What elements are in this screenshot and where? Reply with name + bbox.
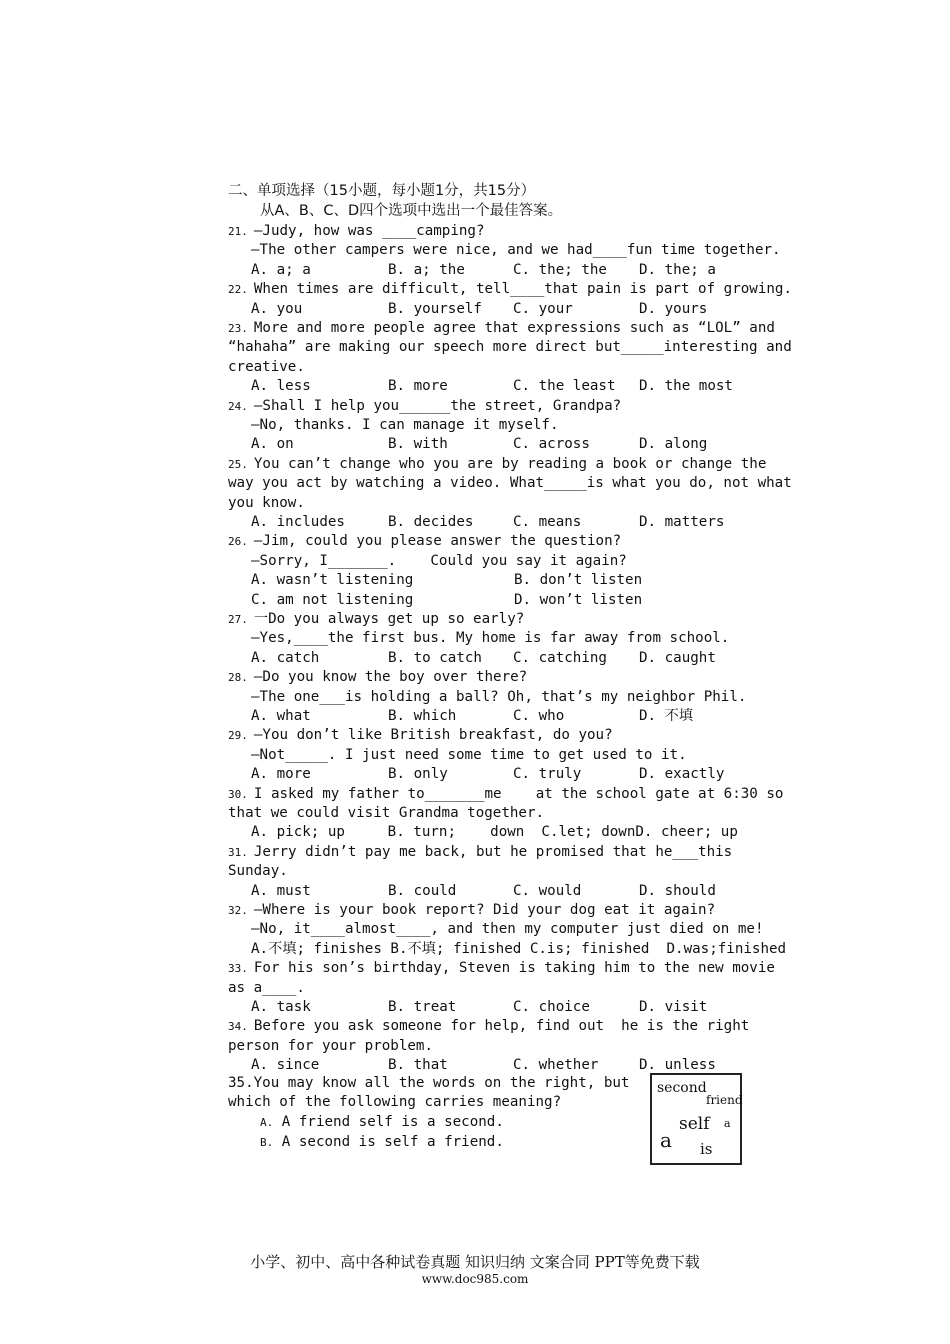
section-title: 二、单项选择（15小题，每小题1分，共15分） [228,183,536,199]
question-text: When times are difficult, tell____that pain is part of growing. [253,281,792,297]
question-number: 28. [228,671,248,684]
option-letter: D. [639,262,657,278]
question-number: 29. [228,729,248,742]
question-text: For his son’s birthday, Steven is taking him to the new movie [253,960,775,976]
answer-option[interactable] [251,707,311,726]
answer-option[interactable] [639,649,716,668]
question-number: 32. [228,904,248,917]
question-stem [228,1017,749,1036]
answer-option[interactable] [639,765,724,784]
question-dialogue-line: —Not_____. I just need some time to get used to it. [251,747,687,763]
option-letter: C. [513,708,531,724]
option-letter: C. [251,592,269,608]
option-letter: A. [251,999,269,1015]
answer-option[interactable] [251,571,413,590]
question-text: —Where is your book report? Did your dog eat it again? [253,902,716,918]
option-letter: B. [388,883,406,899]
question-text-continued: that we could visit Grandma together. [228,805,545,821]
options-row [0,1056,950,1075]
question-number: 26. [228,535,248,548]
answer-option[interactable] [513,300,573,319]
question-text: —Shall I help you______the street, Grandpa? [253,398,622,414]
option-text: on [276,436,294,452]
option-text: A second is self a friend. [281,1134,504,1150]
options-row [0,571,950,590]
option-letter: C. [513,883,531,899]
option-letter: B. [388,301,406,317]
question-number: 30. [228,788,248,801]
option-text: must [276,883,311,899]
answer-option[interactable] [251,261,311,280]
word-a-large: a [660,1128,672,1152]
section-instruction: 从A、B、C、D四个选项中选出一个最佳答案。 [260,203,563,219]
option-letter: A. [251,1057,269,1073]
options-row [0,882,950,901]
option-letter: D. [639,436,657,452]
q35-stem-line-1: 35.You may know all the words on the right, but [228,1075,630,1091]
option-letter: C. [513,436,531,452]
question-text: More and more people agree that expressions such as “LOL” and [253,320,775,336]
answer-option[interactable] [513,649,607,668]
option-text: choice [538,999,590,1015]
answer-option[interactable] [639,300,707,319]
question-stem [228,222,485,241]
options-row [0,998,950,1017]
answer-option[interactable] [639,261,716,280]
option-text: the least [538,378,616,394]
option-text: what [276,708,311,724]
answer-option[interactable] [514,591,642,610]
options-row [0,300,950,319]
option-text: would [538,883,582,899]
question-number: 23. [228,322,248,335]
option-letter: A. [260,1116,274,1129]
option-text: decides [413,514,474,530]
answer-option[interactable] [388,435,448,454]
question-dialogue-line: —No, it____almost____, and then my computer just died on me! [251,921,764,937]
option-text: who [538,708,565,724]
option-letter: D. [639,650,657,666]
option-text: includes [276,514,345,530]
answer-option[interactable] [513,998,590,1017]
answer-option[interactable] [513,707,564,726]
q35-option-a [260,1113,504,1132]
answer-option[interactable] [513,261,607,280]
option-letter: C. [513,650,531,666]
options-row[interactable]: A. pick; up B. turn; down C.let; downD. cheer; up [251,824,738,840]
word-puzzle-image [650,1073,742,1165]
option-letter: B. [388,378,406,394]
option-text: matters [664,514,725,530]
option-letter: B. [260,1136,274,1149]
answer-option[interactable] [251,998,311,1017]
options-row [0,435,950,454]
option-text: exactly [664,766,725,782]
answer-option[interactable] [388,707,456,726]
answer-option[interactable] [513,513,581,532]
option-letter: C. [513,514,531,530]
options-row [0,261,950,280]
option-text: caught [664,650,716,666]
option-letter: D. [639,1057,657,1073]
question-text-continued: Sunday. [228,863,288,879]
option-letter: B. [388,436,406,452]
question-dialogue-line: —The one___is holding a ball? Oh, that’s my neighbor Phil. [251,689,747,705]
option-text: you [276,301,303,317]
question-text-continued: you know. [228,495,305,511]
question-stem [228,532,621,551]
option-text: treat [413,999,457,1015]
option-text: wasn’t listening [276,572,414,588]
option-text: truly [538,766,582,782]
question-text: 一Do you always get up so early? [253,611,525,627]
option-text: with [413,436,448,452]
answer-option[interactable] [639,998,707,1017]
option-letter: B. [388,650,406,666]
answer-option[interactable] [251,1056,319,1075]
option-letter: A. [251,650,269,666]
word-friend: friend [706,1093,743,1107]
option-letter: C. [513,1057,531,1073]
option-letter: B. [388,708,406,724]
option-text: means [538,514,582,530]
answer-option[interactable] [639,513,724,532]
options-row[interactable]: A.不填; finishes B.不填; finished C.is; finished D.was;finished [251,941,787,957]
answer-option[interactable] [388,377,448,396]
option-letter: D. [639,514,657,530]
answer-option[interactable] [639,707,693,726]
question-stem [228,280,792,299]
option-text: 不填 [664,708,694,724]
question-text: Before you ask someone for help, find out he is the right [253,1018,750,1034]
option-letter: D. [639,999,657,1015]
option-letter: B. [388,766,406,782]
option-text: don’t listen [539,572,643,588]
question-text-continued: “hahaha” are making our speech more direct but_____interesting and [228,339,792,355]
option-letter: B. [388,1057,406,1073]
answer-option[interactable] [251,300,302,319]
option-letter: A. [251,766,269,782]
answer-option[interactable] [639,435,707,454]
q35-option-b [260,1133,504,1152]
option-letter: B. [388,999,406,1015]
option-text: could [413,883,457,899]
option-text: the most [664,378,733,394]
answer-option[interactable] [388,649,482,668]
options-row [0,649,950,668]
question-dialogue-line: —Sorry, I_______. Could you say it again? [251,553,627,569]
option-text: since [276,1057,320,1073]
option-text: a; the [413,262,465,278]
option-text: the; a [664,262,716,278]
answer-option[interactable] [251,649,319,668]
word-self: self [679,1114,710,1134]
answer-option[interactable] [388,998,456,1017]
option-letter: D. [639,301,657,317]
option-text: am not listening [276,592,414,608]
answer-option[interactable] [388,261,465,280]
answer-option[interactable] [388,300,482,319]
option-text: the; the [538,262,607,278]
question-number: 21. [228,225,248,238]
question-dialogue-line: —Yes,____the first bus. My home is far away from school. [251,630,730,646]
option-letter: C. [513,999,531,1015]
option-text: A friend self is a second. [281,1114,504,1130]
answer-option[interactable] [251,513,345,532]
option-text: whether [538,1057,599,1073]
q35-stem-line-2: which of the following carries meaning? [228,1094,562,1110]
answer-option[interactable] [639,882,716,901]
answer-option[interactable] [251,765,311,784]
answer-option[interactable] [388,1056,448,1075]
question-stem [228,843,732,862]
option-letter: D. [639,766,657,782]
options-row [0,765,950,784]
question-stem [228,668,527,687]
option-letter: A. [251,883,269,899]
answer-option[interactable] [514,571,642,590]
question-stem [228,785,783,804]
options-row [0,707,950,726]
question-stem [228,455,766,474]
answer-option[interactable] [513,1056,598,1075]
word-is: is [700,1140,713,1158]
option-text: visit [664,999,708,1015]
question-text: I asked my father to_______me at the school gate at 6:30 so [253,786,784,802]
option-letter: D. [639,708,657,724]
option-text: task [276,999,311,1015]
question-text: —Judy, how was ____camping? [253,223,485,239]
option-text: across [538,436,590,452]
option-letter: D. [639,883,657,899]
option-letter: B. [388,262,406,278]
question-stem [228,397,621,416]
option-letter: A. [251,708,269,724]
option-text: won’t listen [539,592,643,608]
question-stem [228,610,524,629]
option-text: only [413,766,448,782]
footer-url[interactable]: www.doc985.com [421,1272,529,1286]
option-text: yours [664,301,708,317]
option-letter: C. [513,262,531,278]
option-letter: A. [251,262,269,278]
question-dialogue-line: —No, thanks. I can manage it myself. [251,417,559,433]
option-text: to catch [413,650,482,666]
answer-option[interactable] [251,882,311,901]
question-text-continued: creative. [228,359,305,375]
answer-option[interactable] [251,591,413,610]
answer-option[interactable] [388,765,448,784]
question-number: 24. [228,400,248,413]
word-second: second [657,1080,707,1096]
answer-option[interactable] [639,377,733,396]
answer-option[interactable] [251,435,294,454]
option-letter: A. [251,436,269,452]
answer-option[interactable] [513,765,581,784]
question-text: —Do you know the boy over there? [253,669,528,685]
question-dialogue-line: —The other campers were nice, and we had____fun time together. [251,242,781,258]
answer-option[interactable] [251,377,311,396]
option-letter: A. [251,378,269,394]
option-letter: D. [514,592,532,608]
question-stem [228,959,775,978]
question-number: 22. [228,283,248,296]
option-letter: B. [388,514,406,530]
option-text: should [664,883,716,899]
word-a-small: a [724,1117,731,1130]
option-letter: A. [251,301,269,317]
question-number: 27. [228,613,248,626]
question-text: Jerry didn’t pay me back, but he promised that he___this [253,844,733,860]
options-row [0,513,950,532]
option-letter: A. [251,514,269,530]
answer-option[interactable] [513,882,581,901]
question-stem [228,901,715,920]
option-letter: C. [513,378,531,394]
option-text: more [413,378,448,394]
question-number: 31. [228,846,248,859]
option-text: catch [276,650,320,666]
option-text: that [413,1057,448,1073]
question-text-continued: person for your problem. [228,1038,433,1054]
question-number: 34. [228,1020,248,1033]
option-text: yourself [413,301,482,317]
question-stem [228,319,775,338]
option-letter: B. [514,572,532,588]
option-letter: A. [251,572,269,588]
question-text: —You don’t like British breakfast, do you? [253,727,613,743]
answer-option[interactable] [388,513,473,532]
option-text: which [413,708,457,724]
question-number: 25. [228,458,248,471]
answer-option[interactable] [388,882,456,901]
option-letter: C. [513,766,531,782]
question-number: 33. [228,962,248,975]
question-text: —Jim, could you please answer the question? [253,533,622,549]
option-text: a; a [276,262,311,278]
option-letter: C. [513,301,531,317]
answer-option[interactable] [513,377,616,396]
options-row [0,377,950,396]
option-letter: D. [639,378,657,394]
option-text: your [538,301,573,317]
options-row [0,591,950,610]
question-text: You can’t change who you are by reading a book or change the [253,456,767,472]
option-text: catching [538,650,607,666]
option-text: along [664,436,708,452]
question-text-continued: way you act by watching a video. What_____is what you do, not what [228,475,792,491]
footer-ad-text: 小学、初中、高中各种试卷真题 知识归纳 文案合同 PPT等免费下载 [250,1253,700,1271]
question-stem [228,726,613,745]
option-text: less [276,378,311,394]
option-text: unless [664,1057,716,1073]
answer-option[interactable] [513,435,590,454]
question-text-continued: as a____. [228,980,305,996]
option-text: more [276,766,311,782]
